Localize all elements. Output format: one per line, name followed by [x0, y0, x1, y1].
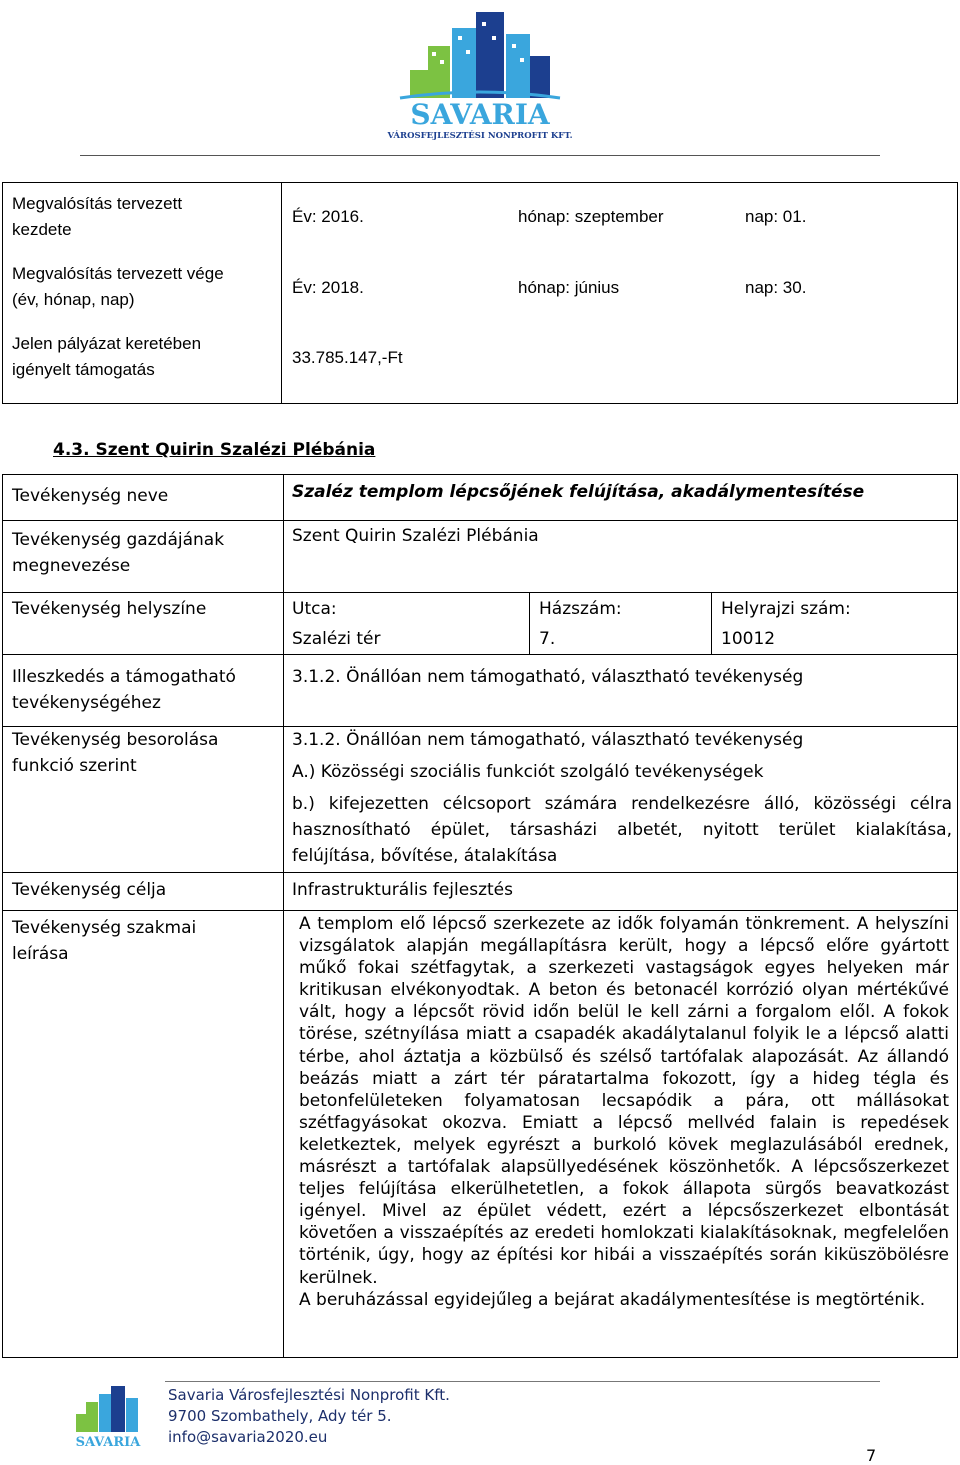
header-divider: [80, 155, 880, 156]
row-divider: [3, 654, 957, 655]
footer-company: Savaria Városfejlesztési Nonprofit Kft.: [168, 1386, 450, 1404]
end-year: Év: 2018.: [292, 278, 364, 297]
footer-logo: [58, 1384, 158, 1452]
schedule-table: [2, 182, 958, 404]
location-label: Tevékenység helyszíne: [12, 599, 207, 619]
row-divider: [3, 520, 957, 521]
activity-name-label: Tevékenység neve: [12, 486, 169, 506]
house-number-label: Házszám:: [539, 599, 622, 619]
city-skyline-icon: [370, 6, 590, 142]
column-divider: [283, 475, 284, 1357]
classification-label: Tevékenység besorolása funkció szerint: [12, 730, 219, 776]
svg-text:SAVARIA: SAVARIA: [410, 98, 550, 131]
row-divider: [3, 910, 957, 911]
row-divider: [3, 592, 957, 593]
start-day: nap: 01.: [745, 207, 807, 226]
row-label: Jelen pályázat keretében igényelt támogatás: [12, 334, 202, 379]
house-number-value: 7.: [539, 629, 556, 649]
end-day: nap: 30.: [745, 278, 807, 297]
street-label: Utca:: [292, 599, 337, 619]
requested-amount: 33.785.147,-Ft: [292, 348, 403, 367]
table-row: [3, 325, 957, 403]
goal-value: Infrastrukturális fejlesztés: [292, 880, 513, 900]
activity-table: [2, 474, 958, 1358]
svg-text:SAVARIA: SAVARIA: [75, 1435, 141, 1450]
row-label: Megvalósítás tervezett kezdete: [12, 194, 183, 239]
section-heading: 4.3. Szent Quirin Szalézi Plébánia: [53, 440, 376, 460]
table-row: [3, 183, 957, 255]
description-label: Tevékenység szakmai leírása: [12, 918, 197, 964]
fit-value: 3.1.2. Önállóan nem támogatható, választható tevékenység: [292, 667, 804, 687]
description-value: A templom elő lépcső szerkezete az idők folyamán tönkrement. A helyszíni vizsgálatok alapján megállapításra került, hogy a lépcső előre gyártott műkő fokai szétfagytak, a szerkezeti vastagságok egyes helyeken már kritikusan elvékonyodtak. A beton és betonacél korrózió olyan mértékűvé vált, hogy a lépcsőt rövid időn belül le kell zárni a forgalom elől. A fokok törése, szétnyílása miatt a csapadék akadálytalanul folyik le a lépcső alatti térbe, ahol áztatja a közbülső és szélső tartófalak alapozását. Az állandó beázás miatt a zárt tér páratartalma fokozott, így a hideg tégla és betonfelületeken folyamatosan lecsapódik a pára, ott mállásokat szétfagyásokat okozva. Emiatt a lépcső mellvéd falain is repedések keletkeztek, melyek egyrészt a burkoló kövek meglazulásából erednek, másrészt a tartófalak alapsüllyedésének köszönhetők. A lépcsőszerkezet teljes felújítása elkerülhetetlen, a fokok állapota sürgős beavatkozást igényel. Mivel az épület védett, ezért a lépcsőszerkezet elbontását követően a visszaépítés az eredeti homlokzati kialakításoknak, megfelelően történik, úgy, hogy az építési kor hibái a visszaépítés során kiküszöbölésre kerülnek. A beruházással egyidejűleg a bejárat akadálymentesítése is megtörténik.: [299, 914, 949, 1310]
owner-label: Tevékenység gazdájának megnevezése: [12, 530, 225, 576]
activity-name-value: Szaléz templom lépcsőjének felújítása, akadálymentesítése: [292, 482, 865, 502]
city-skyline-icon: [58, 1384, 158, 1452]
savaria-logo: [370, 6, 590, 142]
page-number: 7: [866, 1446, 877, 1465]
classification-value: 3.1.2. Önállóan nem támogatható, választható tevékenység A.) Közösségi szociális funkciót szolgáló tevékenységek b.) kifejezetten célcsoport számára rendelkezésre álló, közösségi célra hasznosítható épület, társasházi albetét, nyitott terület kialakítása, felújítása, bővítése, átalakítása: [292, 730, 952, 866]
start-month: hónap: szeptember: [518, 207, 664, 226]
footer-address: 9700 Szombathely, Ady tér 5.: [168, 1407, 392, 1425]
street-value: Szalézi tér: [292, 629, 381, 649]
start-year: Év: 2016.: [292, 207, 364, 226]
end-month: hónap: június: [518, 278, 620, 297]
fit-label: Illeszkedés a támogatható tevékenységéhez: [12, 667, 236, 713]
row-label: Megvalósítás tervezett vége (év, hónap, nap): [12, 264, 224, 309]
column-divider: [711, 592, 712, 654]
parcel-number-value: 10012: [721, 629, 776, 649]
parcel-number-label: Helyrajzi szám:: [721, 599, 851, 619]
footer-email[interactable]: info@savaria2020.eu: [168, 1428, 328, 1446]
goal-label: Tevékenység célja: [12, 880, 167, 900]
column-divider: [529, 592, 530, 654]
footer-divider: [165, 1381, 880, 1382]
svg-text:VÁROSFEJLESZTÉSI NONPROFIT KFT: VÁROSFEJLESZTÉSI NONPROFIT KFT.: [387, 131, 573, 141]
table-row: [3, 255, 957, 325]
row-divider: [3, 872, 957, 873]
owner-value: Szent Quirin Szalézi Plébánia: [292, 526, 539, 546]
